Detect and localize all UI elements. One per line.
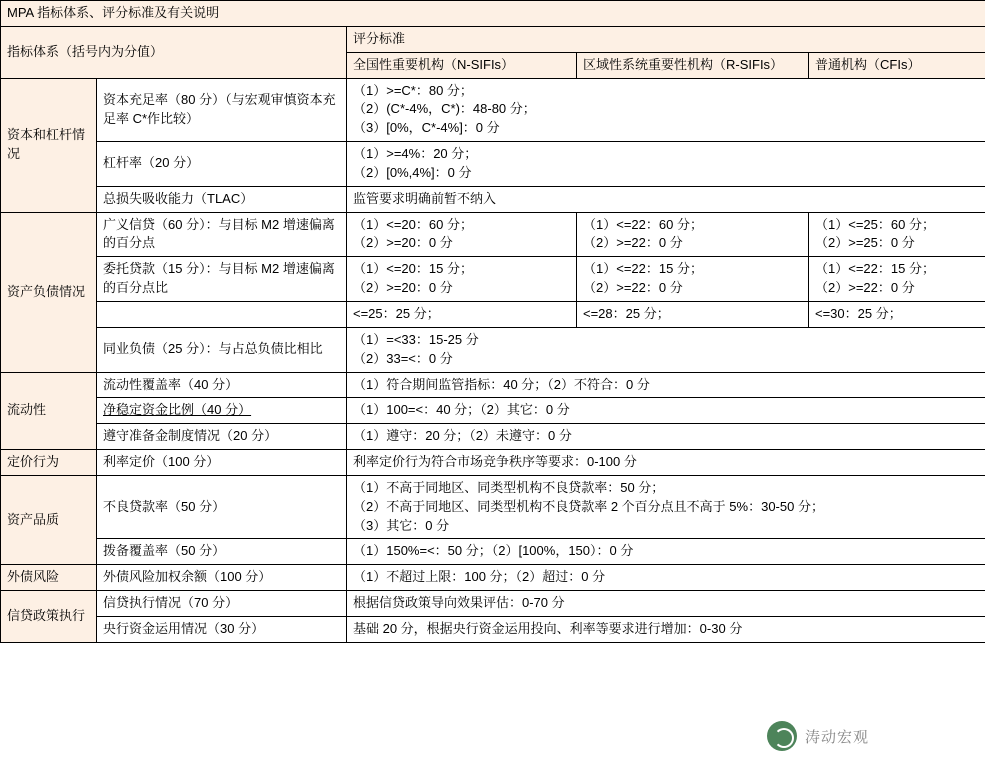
index-nsfr-label: 净稳定资金比例（40 分） [103, 402, 252, 418]
criteria-interbank-liabilities: （1）=<33：15-25 分 （2）33=<：0 分 [347, 327, 985, 372]
page-title: MPA 指标体系、评分标准及有关说明 [1, 1, 985, 27]
index-credit-execution: 信贷执行情况（70 分） [97, 591, 347, 617]
index-tlac: 总损失吸收能力（TLAC） [97, 186, 347, 212]
criteria-threshold-cfis: <=30：25 分； [809, 301, 985, 327]
table-header-row-1 [1, 26, 985, 52]
index-nsfr [97, 398, 347, 424]
category-external-debt-risk: 外债风险 [1, 565, 97, 591]
index-reserve-compliance: 遵守准备金制度情况（20 分） [97, 424, 347, 450]
table-row [1, 142, 985, 187]
table-row [1, 212, 985, 257]
criteria-npl-ratio: （1）不高于同地区、同类型机构不良贷款率：50 分； （2）不高于同地区、同类型机构不良贷款率 2 个百分点且不高于 5%：30-50 分； （3）其它：0 分 [347, 475, 985, 539]
index-capital-adequacy: 资本充足率（80 分）（与宏观审慎资本充足率 C*作比较） [97, 78, 347, 142]
index-leverage-ratio: 杠杆率（20 分） [97, 142, 347, 187]
criteria-nsfr: （1）100=<：40 分；（2）其它：0 分 [347, 398, 985, 424]
table-row [1, 450, 985, 476]
table-row [1, 539, 985, 565]
criteria-threshold-rsifis: <=28：25 分； [577, 301, 809, 327]
category-credit-policy-execution: 信贷政策执行 [1, 591, 97, 643]
table-row [1, 301, 985, 327]
index-external-debt-weighted: 外债风险加权余额（100 分） [97, 565, 347, 591]
watermark [767, 714, 977, 758]
category-capital-leverage: 资本和杠杆情况 [1, 78, 97, 212]
table-row [1, 424, 985, 450]
watermark-label: 涛动宏观 [805, 728, 870, 746]
header-col-cfis: 普通机构（CFIs） [809, 52, 985, 78]
criteria-broad-credit-rsifis: （1）<=22：60 分； （2）>=22：0 分 [577, 212, 809, 257]
criteria-reserve-compliance: （1）遵守：20 分；（2）未遵守：0 分 [347, 424, 985, 450]
table-row [1, 327, 985, 372]
criteria-interest-pricing: 利率定价行为符合市场竞争秩序等要求：0-100 分 [347, 450, 985, 476]
criteria-credit-execution: 根据信贷政策导向效果评估：0-70 分 [347, 591, 985, 617]
criteria-broad-credit-nsifis: （1）<=20：60 分； （2）>=20：0 分 [347, 212, 577, 257]
category-assets-liabilities: 资产负债情况 [1, 212, 97, 372]
category-pricing-behavior: 定价行为 [1, 450, 97, 476]
table-row [1, 475, 985, 539]
index-lcr: 流动性覆盖率（40 分） [97, 372, 347, 398]
index-npl-ratio: 不良贷款率（50 分） [97, 475, 347, 539]
criteria-entrusted-loans-cfis: （1）<=22：15 分； （2）>=22：0 分 [809, 257, 985, 302]
table-row [1, 591, 985, 617]
index-interbank-liabilities: 同业负债（25 分）：与占总负债比相比 [97, 327, 347, 372]
category-liquidity: 流动性 [1, 372, 97, 450]
criteria-capital-adequacy: （1）>=C*：80 分； （2）(C*-4%，C*)：48-80 分； （3）[0%，C*-4%]：0 分 [347, 78, 985, 142]
criteria-broad-credit-cfis: （1）<=25：60 分； （2）>=25：0 分 [809, 212, 985, 257]
criteria-lcr: （1）符合期间监管指标：40 分；（2）不符合：0 分 [347, 372, 985, 398]
criteria-provision-coverage: （1）150%=<：50 分；（2）[100%，150）：0 分 [347, 539, 985, 565]
index-blank [97, 301, 347, 327]
table-row [1, 78, 985, 142]
index-provision-coverage: 拨备覆盖率（50 分） [97, 539, 347, 565]
watermark-logo-icon [767, 721, 797, 751]
index-interest-pricing: 利率定价（100 分） [97, 450, 347, 476]
index-broad-credit: 广义信贷（60 分）：与目标 M2 增速偏离的百分点 [97, 212, 347, 257]
table-row [1, 186, 985, 212]
category-asset-quality: 资产品质 [1, 475, 97, 564]
table-row [1, 565, 985, 591]
index-central-bank-funds-use: 央行资金运用情况（30 分） [97, 616, 347, 642]
table-row [1, 616, 985, 642]
header-criteria-group: 评分标准 [347, 26, 985, 52]
table-title-row [1, 1, 985, 27]
index-entrusted-loans: 委托贷款（15 分）：与目标 M2 增速偏离的百分点比 [97, 257, 347, 302]
criteria-external-debt-weighted: （1）不超过上限：100 分；（2）超过：0 分 [347, 565, 985, 591]
criteria-central-bank-funds-use: 基础 20 分，根据央行资金运用投向、利率等要求进行增加：0-30 分 [347, 616, 985, 642]
header-col-rsifis: 区域性系统重要性机构（R-SIFIs） [577, 52, 809, 78]
criteria-entrusted-loans-rsifis: （1）<=22：15 分； （2）>=22：0 分 [577, 257, 809, 302]
criteria-entrusted-loans-nsifis: （1）<=20：15 分； （2）>=20：0 分 [347, 257, 577, 302]
table-row [1, 372, 985, 398]
table-row [1, 257, 985, 302]
table-row [1, 398, 985, 424]
criteria-threshold-nsifis: <=25：25 分； [347, 301, 577, 327]
header-index-system: 指标体系（括号内为分值） [1, 26, 347, 78]
criteria-leverage-ratio: （1）>=4%：20 分； （2）[0%,4%]：0 分 [347, 142, 985, 187]
header-col-nsifis: 全国性重要机构（N-SIFIs） [347, 52, 577, 78]
criteria-tlac: 监管要求明确前暂不纳入 [347, 186, 985, 212]
